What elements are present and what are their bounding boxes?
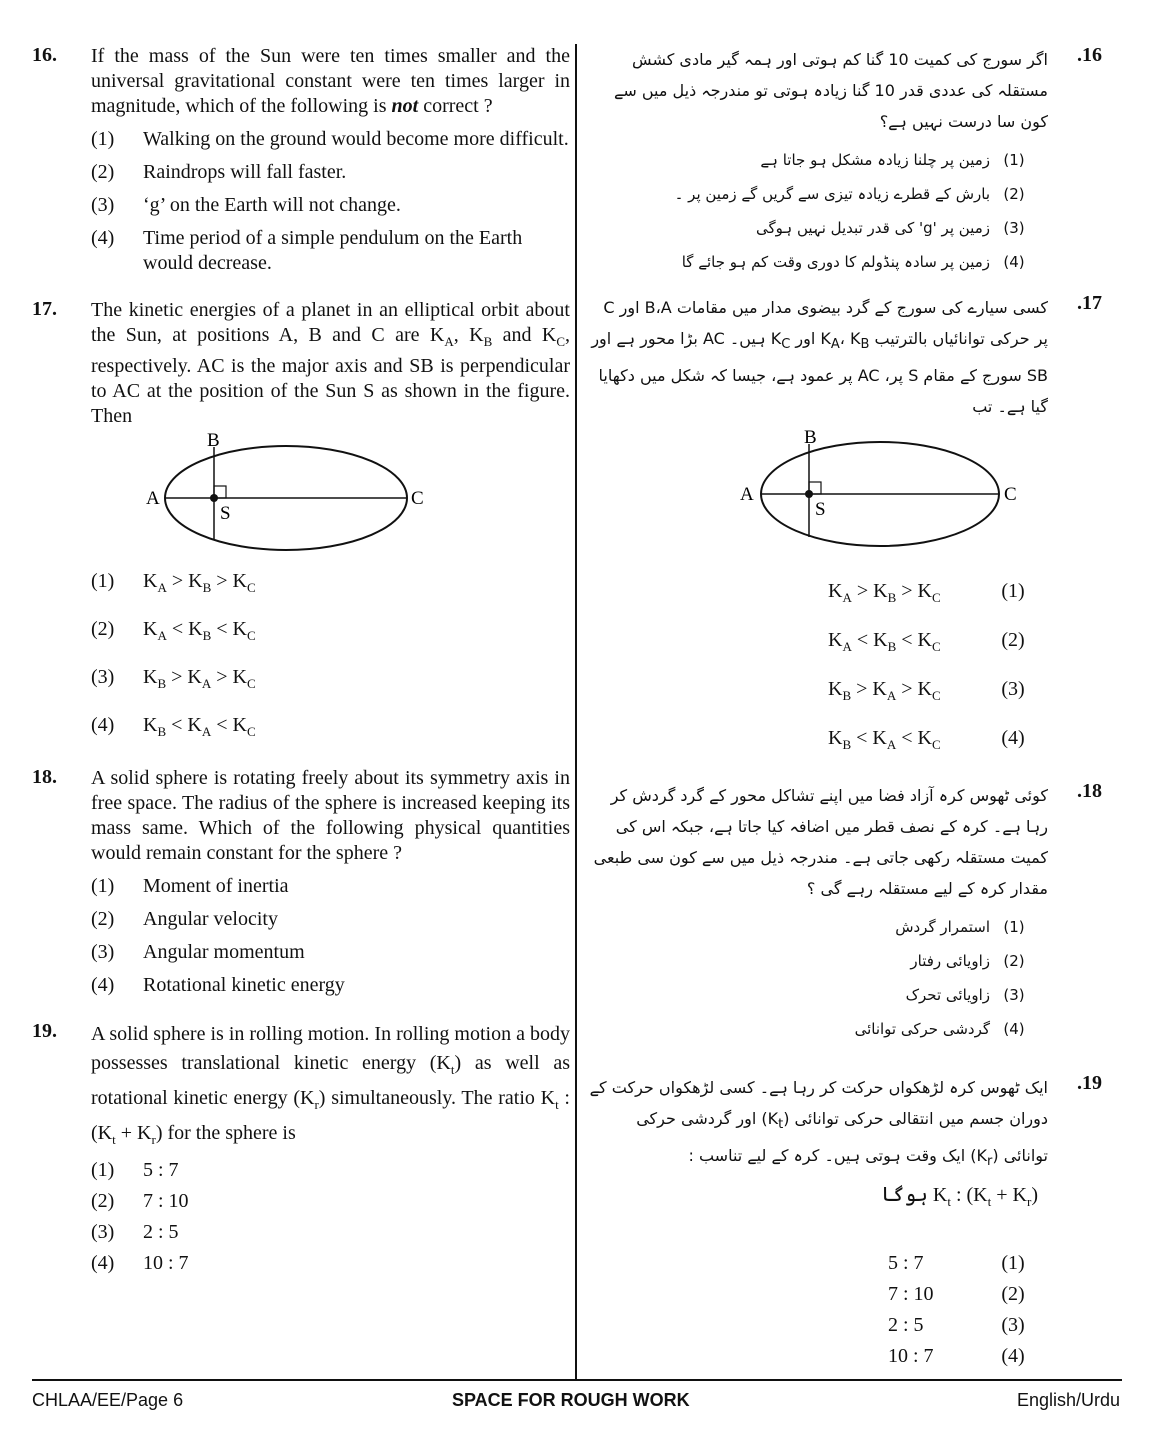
label-s: S [220,503,231,524]
option-text: زاویائی رفتار [910,952,990,970]
option-number: (1) [91,875,115,897]
option [588,177,1038,211]
option-number: (3) [1001,1314,1025,1337]
option-text: زمین پر سادہ پنڈولم کا دوری وقت کم ہو جائے گا [681,253,990,271]
sun-point [805,490,813,498]
option-number: (4) [91,974,115,996]
option-number: (3) [91,666,115,688]
option-number: (1) [91,1159,115,1181]
option-text: زمین پر 'g' کی قدر تبدیل نہیں ہوگی [756,219,990,237]
label-a: A [740,484,754,506]
option [91,1251,570,1276]
urdu-column [588,44,1118,1392]
option [588,910,1038,944]
option-text: 10 : 7 [143,1252,189,1274]
label-b: B [207,433,220,451]
option-text: $K_B < K_A < K_C$ [143,714,256,739]
option [588,1310,1038,1341]
option-text: 2 : 5 [143,1221,179,1243]
option-number: (3) [1003,219,1025,237]
option-text: 10 : 7 [888,1345,934,1368]
option [91,940,570,965]
option-text: بارش کے قطرے زیادہ تیزی سے گریں گے زمین پر ۔ [674,185,990,203]
option-number: (4) [1003,253,1025,271]
option-text: $K_A < K_B < K_C$ [828,629,941,655]
question-18 [32,766,570,998]
english-column [32,44,570,1298]
option [588,245,1038,279]
option-number: (1) [1003,918,1025,936]
option [588,668,1038,717]
option-number: (1) [91,570,115,592]
option-number: (2) [91,161,115,183]
footer-language: English/Urdu [1016,1390,1120,1410]
question-text: اگر سورج کی کمیت 10 گنا کم ہوتی اور ہمہ گیر مادی کشش مستقلہ کی عددی قدر 10 گنا زیادہ ہوتی تو مندرجہ ذیل میں سے کون سا درست نہیں ہے؟ [613,50,1048,131]
question-text: If the mass of the Sun were ten times smaller and the universal gravitational constant were ten times larger in magnitude, which of the following is not correct ? [91,45,570,117]
option [588,143,1038,177]
option-number: (3) [1001,678,1025,701]
options-list [588,570,1118,766]
question-19 [32,1020,570,1276]
option-number: (2) [1003,185,1025,203]
option-text: $K_B > K_A > K_C$ [143,666,256,691]
option [91,569,570,600]
option [588,978,1038,1012]
option [91,193,570,218]
option-text: $K_A > K_B > K_C$ [828,580,941,606]
footer-divider [32,1379,1122,1381]
option-text: 7 : 10 [888,1283,934,1306]
option-number: (4) [91,1252,115,1274]
option [91,160,570,185]
option [588,619,1038,668]
urdu-question-17 [588,292,1118,760]
option-text: 5 : 7 [888,1252,924,1275]
option-text: استمرار گردش [895,918,990,936]
option [91,973,570,998]
option [91,127,570,152]
option [91,226,570,276]
option-text: Angular velocity [143,908,278,930]
question-number: .18 [1077,780,1102,802]
option-text: Time period of a simple pendulum on the Earth would decrease. [143,227,523,274]
option-number: (1) [1001,1252,1025,1275]
question-number: 18. [32,766,57,788]
label-s: S [815,499,826,521]
options-list [588,143,1118,279]
option-text: 2 : 5 [888,1314,924,1337]
option-number: (2) [1001,629,1025,652]
option-text: Walking on the ground would become more difficult. [143,128,569,150]
option-number: (4) [1001,727,1025,750]
question-17 [32,298,570,744]
option-number: (3) [91,941,115,963]
question-number: 19. [32,1020,57,1042]
question-text: ایک ٹھوس کرہ لڑھکواں حرکت کر رہا ہے۔ کسی لڑھکواں حرکت کے دوران جسم میں انتقالی حرکی توانائی $(K_t)$ اور گردشی حرکی توانائی $(K_r)$ ایک وقت ہوتی ہیں۔ کرہ کے لیے تناسب : [589,1078,1048,1170]
option-text: 5 : 7 [143,1159,179,1181]
options-list [588,1248,1118,1372]
option [91,1158,570,1183]
option [91,1189,570,1214]
option-text: زاویائی تحرک [905,986,990,1004]
option [588,211,1038,245]
option-number: (1) [1003,151,1025,169]
question-text: A solid sphere is rotating freely about its symmetry axis in free space. The radius of the sphere is increased keeping its mass same. Which of the following physical quantities would remain constant for the sphere ? [91,767,570,864]
option-text: گردشی حرکی توانائی [854,1020,990,1038]
question-text: کسی سیارے کی سورج کے گرد بیضوی مدار میں مقامات B،A اور C پر حرکی توانائیاں بالترتیب $K_A،$ $K_B$ اور $K_C$ ہیں۔ AC بڑا محور ہے اور SB سورج کے مقام S پر، AC پر عمود ہے، جیسا کہ شکل میں دکھایا گیا ہے۔ تب [591,298,1048,417]
option-number: (3) [91,1221,115,1243]
option-number: (2) [91,618,115,640]
footer-rough-work: SPACE FOR ROUGH WORK [452,1390,690,1410]
option-text: زمین پر چلنا زیادہ مشکل ہو جاتا ہے [760,151,990,169]
column-divider [575,44,577,1379]
option-number: (2) [1003,952,1025,970]
question-16 [32,44,570,276]
option-text: Rotational kinetic energy [143,974,345,996]
option-number: (2) [91,1190,115,1212]
option-text: ‘g’ on the Earth will not change. [143,194,401,216]
option [588,1279,1038,1310]
option-text: Raindrops will fall faster. [143,161,347,183]
option-text: 7 : 10 [143,1190,189,1212]
option-number: (1) [91,128,115,150]
question-number: .19 [1077,1072,1102,1094]
ellipse-orbit-figure [32,433,570,561]
option [588,717,1038,766]
option-number: (4) [1003,1020,1025,1038]
options-list [91,127,570,276]
option [91,713,570,744]
question-number: .17 [1077,292,1102,314]
sun-point [210,494,218,502]
option-number: (4) [1001,1345,1025,1368]
question-text: A solid sphere is in rolling motion. In rolling motion a body possesses translational kinetic energy $(K_t)$ as well as rotational kinetic energy $(K_r)$ simultaneously. The ratio $K_t$ : $(K_t + K_r)$ for the sphere is [91,1023,571,1147]
question-text: The kinetic energies of a planet in an elliptical orbit about the Sun, at positions A, B and C are $K_A$, $K_B$ and $K_C$, respectively. AC is the major axis and SB is perpendicular to AC at the position of the Sun S as shown in the figure. Then [91,299,570,427]
option-text: $K_A > K_B > K_C$ [143,570,256,595]
question-number: .16 [1077,44,1102,66]
option [588,1341,1038,1372]
option [91,874,570,899]
option [91,1220,570,1245]
option [91,907,570,932]
urdu-ellipse-orbit-figure [588,430,1118,558]
question-number: 16. [32,44,57,66]
option-number: (2) [91,908,115,930]
footer-page-code: CHLAA/EE/Page 6 [32,1390,184,1410]
ratio-expression: $K_t$ : $(K_t + K_r)$ ہوگا [881,1184,1038,1210]
option-number: (4) [91,227,115,249]
question-text: کوئی ٹھوس کرہ آزاد فضا میں اپنے تشاکل محور کے گرد گردش کر رہا ہے۔ کرہ کے نصف قطر میں اضافہ کیا جاتا ہے، جبکہ اس کی کمیت مستقلہ رکھی جاتی ہے۔ مندرجہ ذیل میں سے کون سی طبعی مقدار کرہ کے لیے مستقلہ رہے گی ؟ [593,786,1048,898]
option-number: (2) [1001,1283,1025,1306]
options-list [91,1158,570,1276]
urdu-question-19 [588,1072,1118,1372]
option [91,617,570,648]
option [91,665,570,696]
options-list [588,910,1118,1046]
option-text: $K_A < K_B < K_C$ [143,618,256,643]
options-list [91,569,570,744]
label-b: B [804,430,817,449]
option [588,944,1038,978]
label-a: A [146,488,160,509]
urdu-question-18 [588,780,1118,1052]
option [588,1248,1038,1279]
option [588,570,1038,619]
urdu-question-16 [588,44,1118,272]
option-number: (1) [1001,580,1025,603]
option-number: (4) [91,714,115,736]
option-number: (3) [91,194,115,216]
option-number: (3) [1003,986,1025,1004]
option [588,1012,1038,1046]
question-number: 17. [32,298,57,320]
option-text: $K_B > K_A > K_C$ [828,678,941,704]
label-c: C [411,488,424,509]
option-text: Angular momentum [143,941,305,963]
options-list [91,874,570,998]
option-text: Moment of inertia [143,875,289,897]
option-text: $K_B < K_A < K_C$ [828,727,941,753]
label-c: C [1004,484,1017,506]
